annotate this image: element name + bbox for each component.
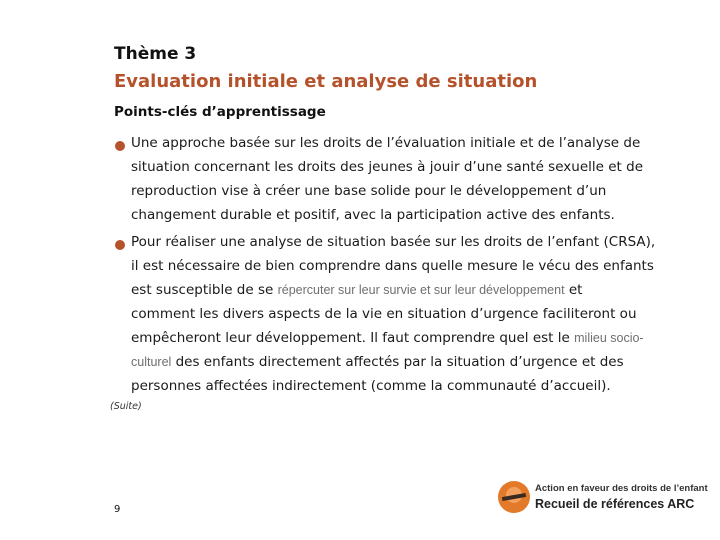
- bullet-text-line: situation concernant les droits des jeunes à jouir d’une santé sexuelle et de: [131, 159, 643, 175]
- bullet-text-line: [131, 329, 644, 347]
- theme-number: Thème 3: [114, 44, 197, 64]
- bullet-text-line: reproduction vise à créer une base solide pour le développement d’un: [131, 183, 607, 199]
- arc-logo: [498, 481, 708, 517]
- bullet-text-line: [131, 281, 582, 299]
- highlighted-term: culturel: [131, 355, 172, 369]
- page-number: 9: [114, 504, 121, 515]
- text-segment: empêcheront leur développement. Il faut comprendre quel est le: [131, 330, 570, 346]
- bullet-dot-icon: [115, 141, 125, 151]
- bullet-text-line: changement durable et positif, avec la participation active des enfants.: [131, 207, 615, 223]
- bullet-item: [114, 233, 689, 398]
- bullet-text-line: personnes affectées indirectement (comme la communauté d’accueil).: [131, 378, 611, 394]
- logo-tagline: Action en faveur des droits de l’enfant: [535, 483, 708, 494]
- bullet-text-line: il est nécessaire de bien comprendre dans quelle mesure le vécu des enfants: [131, 258, 654, 274]
- bullet-text-line: Une approche basée sur les droits de l’évaluation initiale et de l’analyse de: [131, 135, 641, 151]
- bullet-text-line: comment les divers aspects de la vie en situation d’urgence faciliteront ou: [131, 306, 637, 322]
- bullet-dot-icon: [115, 240, 125, 250]
- text-segment: est susceptible de se: [131, 282, 274, 298]
- highlighted-term: répercuter sur leur survie et sur leur développement: [277, 283, 565, 297]
- continuation-note: (Suite): [110, 401, 142, 412]
- logo-title: Recueil de références ARC: [535, 497, 695, 511]
- section-heading: Points-clés d’apprentissage: [114, 104, 326, 120]
- bullet-text-line: Pour réaliser une analyse de situation basée sur les droits de l’enfant (CRSA),: [131, 234, 656, 250]
- bullet-text-line: [131, 353, 624, 371]
- page-title: Evaluation initiale et analyse de situation: [114, 71, 538, 92]
- child-face-logo-icon: [498, 481, 530, 513]
- text-segment: des enfants directement affectés par la situation d’urgence et des: [175, 354, 624, 370]
- bullet-item: [114, 134, 689, 230]
- highlighted-term: milieu socio-: [574, 331, 644, 345]
- text-segment: et: [568, 282, 583, 298]
